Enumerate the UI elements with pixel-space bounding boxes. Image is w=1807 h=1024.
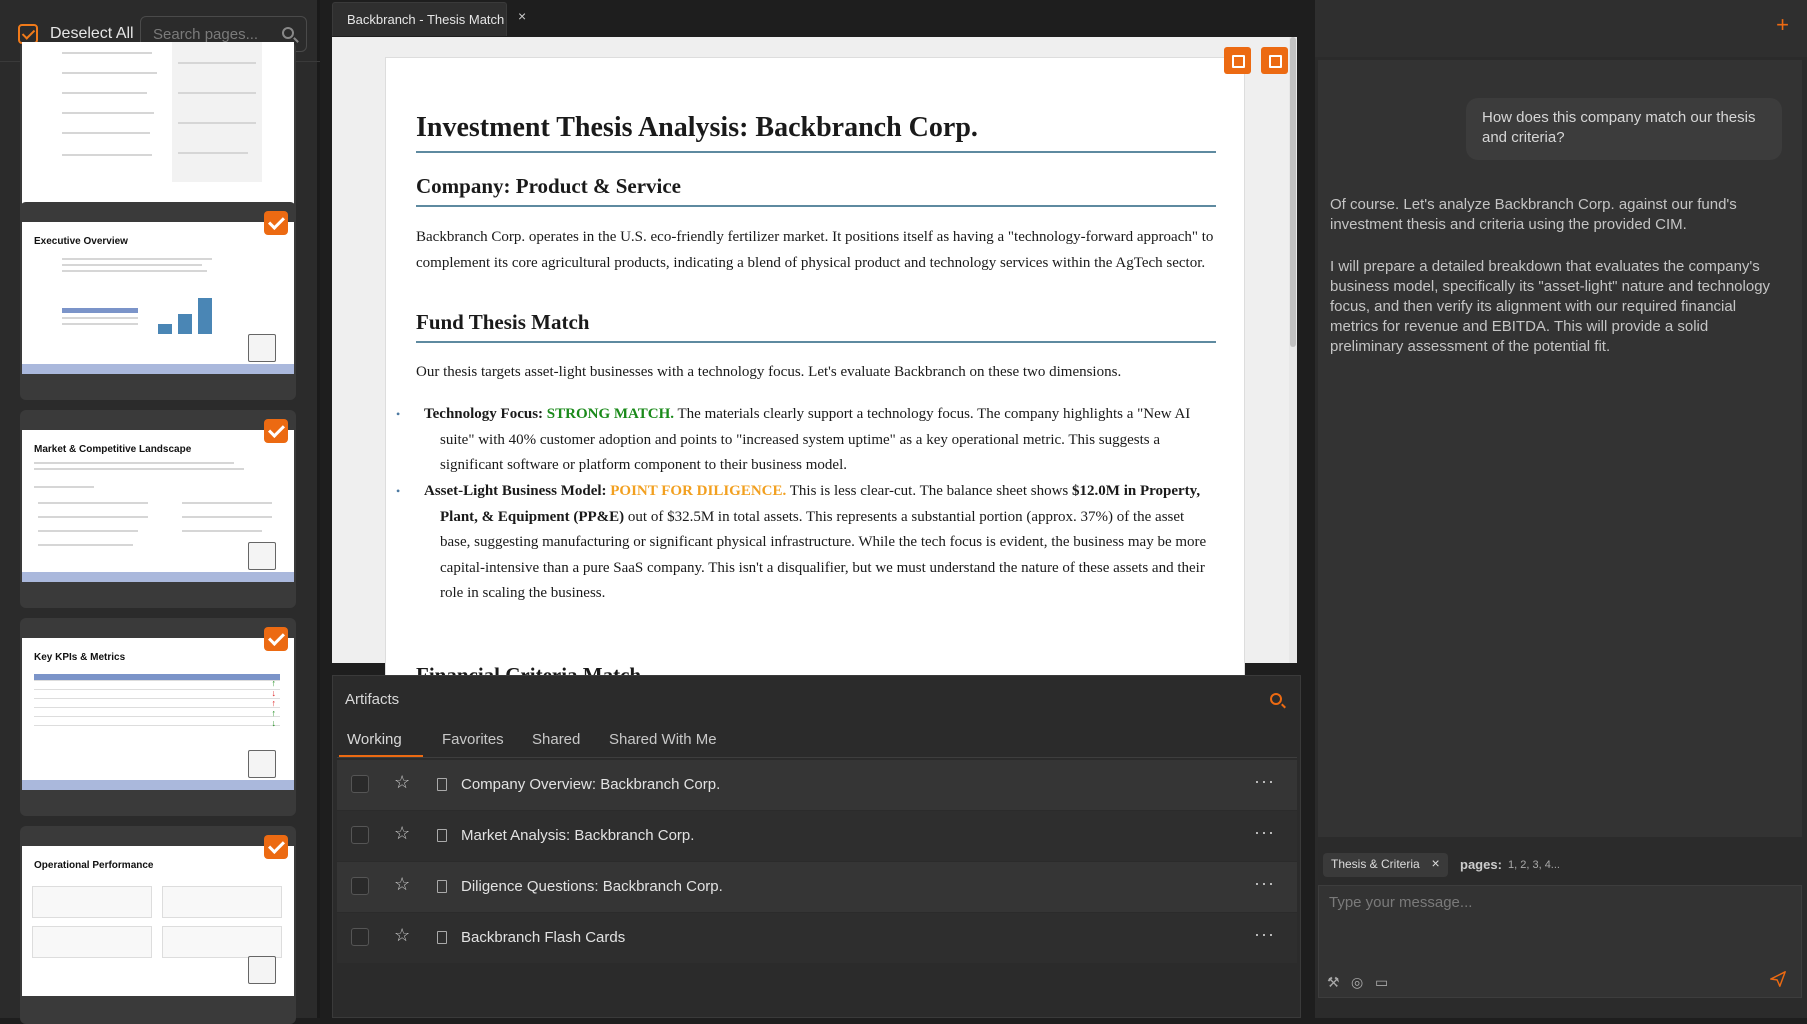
- star-icon[interactable]: ☆: [394, 823, 411, 843]
- artifact-name[interactable]: Backbranch Flash Cards: [461, 929, 626, 946]
- thumbnail-title: Key KPIs & Metrics: [34, 652, 126, 663]
- section-body-company: Backbranch Corp. operates in the U.S. eco-friendly fertilizer market. It positions itself as having a "technology-forward approach" to complement its core agricultural products, indicating a blend of physical product and technology services within the AgTech sector.: [416, 229, 1214, 271]
- document-icon: [437, 829, 447, 842]
- chat-messages: [1318, 60, 1802, 837]
- thumbnail-title: Operational Performance: [34, 860, 154, 871]
- arrow-down-icon: ↓: [271, 688, 276, 698]
- page-thumbnail-panel: [0, 0, 320, 1018]
- section-intro-thesis: Our thesis targets asset-light businesses with a technology focus. Let's evaluate Backbranch on these two dimensions.: [416, 364, 1122, 380]
- chip-label: Thesis & Criteria: [1331, 857, 1420, 871]
- thumbnail-checkbox[interactable]: [264, 835, 288, 859]
- globe-icon[interactable]: ◎: [1351, 974, 1364, 990]
- thumbnail-title: Market & Competitive Landscape: [34, 444, 192, 455]
- artifact-row[interactable]: [337, 913, 1297, 963]
- artifact-row[interactable]: [337, 862, 1297, 912]
- tab-close-icon[interactable]: ×: [518, 8, 527, 24]
- document-scrollbar[interactable]: [1289, 37, 1297, 663]
- thumbnail-card-4[interactable]: [20, 618, 296, 816]
- arrow-down-icon: ↓: [271, 718, 276, 728]
- bullet-label: Asset-Light Business Model:: [424, 483, 607, 499]
- artifacts-tabs: [337, 722, 1297, 758]
- section-heading-company: Company: Product & Service: [416, 174, 681, 198]
- folder-icon[interactable]: ▭: [1375, 974, 1389, 990]
- bullet-text: out of $32.5M in total assets. This represents a substantial portion (approx. 37%) of the asset base, suggesting manufacturing or significant physical infrastructure. While the tech focus is evident, the business may be more capital-intensive than a pure SaaS company. This isn't a disqualifier, but we must understand the nature of these assets and their role in scaling the business.: [440, 508, 1207, 601]
- bullet-text: This is less clear-cut. The balance sheet shows: [789, 483, 1069, 499]
- pages-label: pages:: [1460, 857, 1502, 872]
- document-title: Investment Thesis Analysis: Backbranch Corp.: [416, 112, 978, 143]
- backbranch-logo-icon: [248, 750, 276, 778]
- deselect-all-label[interactable]: Deselect All: [50, 25, 134, 42]
- context-chip[interactable]: [1323, 853, 1448, 877]
- tab-label: Backbranch - Thesis Match: [347, 12, 505, 27]
- more-options-icon[interactable]: ···: [1254, 822, 1275, 842]
- tab-working[interactable]: Working: [347, 731, 402, 748]
- tab-shared[interactable]: Shared: [532, 731, 581, 748]
- kpi-mini-table: [34, 674, 280, 726]
- arrow-up-icon: ↑: [271, 708, 276, 718]
- document-tab-bar: [330, 0, 1303, 36]
- chat-header: [1315, 0, 1807, 57]
- artifact-row[interactable]: [337, 811, 1297, 861]
- thumbnail-page-1[interactable]: [22, 42, 294, 228]
- thumbnail-list[interactable]: [20, 62, 296, 1012]
- row-checkbox[interactable]: [351, 877, 369, 895]
- section-heading-thesis: Fund Thesis Match: [416, 310, 590, 334]
- artifacts-title: Artifacts: [345, 691, 400, 708]
- user-message: How does this company match our thesis and criteria?: [1466, 98, 1782, 160]
- star-icon[interactable]: ☆: [394, 772, 411, 792]
- thumbnail-page-4[interactable]: [22, 638, 294, 790]
- thumbnail-checkbox[interactable]: [264, 419, 288, 443]
- row-checkbox[interactable]: [351, 775, 369, 793]
- thumbnail-checkbox[interactable]: [264, 627, 288, 651]
- backbranch-logo-icon: [248, 956, 276, 984]
- new-chat-plus-icon[interactable]: +: [1776, 12, 1789, 37]
- assistant-message: [1330, 195, 1780, 379]
- chip-close-icon[interactable]: ×: [1431, 855, 1440, 871]
- star-icon[interactable]: ☆: [394, 874, 411, 894]
- bullet-label: Technology Focus:: [424, 406, 544, 422]
- bullet-text: The materials clearly support a technology focus. The company highlights a "New AI suite" with 40% customer adoption and points to "increased system uptime" as a key operational metric. This suggests a significant software or platform component to their business model.: [440, 406, 1191, 473]
- document-icon: [437, 880, 447, 893]
- send-icon[interactable]: [1769, 970, 1787, 988]
- more-options-icon[interactable]: ···: [1254, 924, 1275, 944]
- artifact-name[interactable]: Market Analysis: Backbranch Corp.: [461, 827, 695, 844]
- assistant-paragraph: I will prepare a detailed breakdown that evaluates the company's business model, specifically its "asset-light" nature and technology focus, and then verify its alignment with our required financial metrics for revenue and EBITDA. This will provide a solid preliminary assessment of the potential fit.: [1330, 258, 1771, 355]
- thumbnail-page-3[interactable]: [22, 430, 294, 582]
- document-viewer[interactable]: [332, 37, 1297, 663]
- thumbnail-checkbox[interactable]: [264, 211, 288, 235]
- arrow-up-icon: ↑: [271, 698, 276, 708]
- more-options-icon[interactable]: ···: [1254, 771, 1275, 791]
- document-icon: [437, 931, 447, 944]
- thumbnail-page-2[interactable]: [22, 222, 294, 374]
- assistant-paragraph: Of course. Let's analyze Backbranch Corp. against our fund's investment thesis and criteria using the provided CIM.: [1330, 196, 1737, 233]
- arrow-up-icon: ↑: [271, 678, 276, 688]
- document-icon: [437, 778, 447, 791]
- artifact-row[interactable]: [337, 760, 1297, 810]
- star-icon[interactable]: ☆: [394, 925, 411, 945]
- thumbnail-title: Executive Overview: [34, 236, 128, 247]
- bullet-technology-focus: [416, 402, 1216, 479]
- deselect-all-checkbox[interactable]: [18, 24, 38, 44]
- thumbnail-page-5[interactable]: [22, 846, 294, 996]
- tab-shared-with-me[interactable]: Shared With Me: [609, 731, 717, 748]
- bullet-asset-light: [416, 479, 1216, 607]
- tools-icon[interactable]: ⚒: [1327, 974, 1340, 990]
- chat-panel: [1315, 0, 1807, 1018]
- open-external-icon[interactable]: [1224, 47, 1251, 74]
- document-page: [385, 57, 1245, 757]
- search-icon[interactable]: [282, 27, 294, 39]
- save-icon[interactable]: [1261, 47, 1288, 74]
- backbranch-logo-icon: [248, 542, 276, 570]
- status-strong-match: STRONG MATCH.: [546, 406, 675, 422]
- backbranch-logo-icon: [248, 334, 276, 362]
- artifacts-panel: [332, 675, 1301, 1018]
- thumbnail-card-2[interactable]: [20, 202, 296, 400]
- thumbnail-card-3[interactable]: [20, 410, 296, 608]
- row-checkbox[interactable]: [351, 928, 369, 946]
- tab-thesis-match[interactable]: [332, 2, 507, 36]
- message-composer: [1318, 885, 1802, 998]
- thumbnail-card-5[interactable]: [20, 826, 296, 1024]
- row-checkbox[interactable]: [351, 826, 369, 844]
- pages-value: 1, 2, 3, 4...: [1508, 859, 1560, 871]
- bullet-bold-text: $12.0M in Property, Plant, & Equipment (PP&E): [440, 483, 1201, 525]
- message-input[interactable]: [1329, 894, 1789, 934]
- artifacts-search-icon[interactable]: [1270, 693, 1282, 705]
- artifact-name[interactable]: Diligence Questions: Backbranch Corp.: [461, 878, 723, 895]
- tab-favorites[interactable]: Favorites: [442, 731, 504, 748]
- artifact-name[interactable]: Company Overview: Backbranch Corp.: [461, 776, 721, 793]
- more-options-icon[interactable]: ···: [1254, 873, 1275, 893]
- status-point-for-diligence: POINT FOR DILIGENCE.: [610, 483, 787, 499]
